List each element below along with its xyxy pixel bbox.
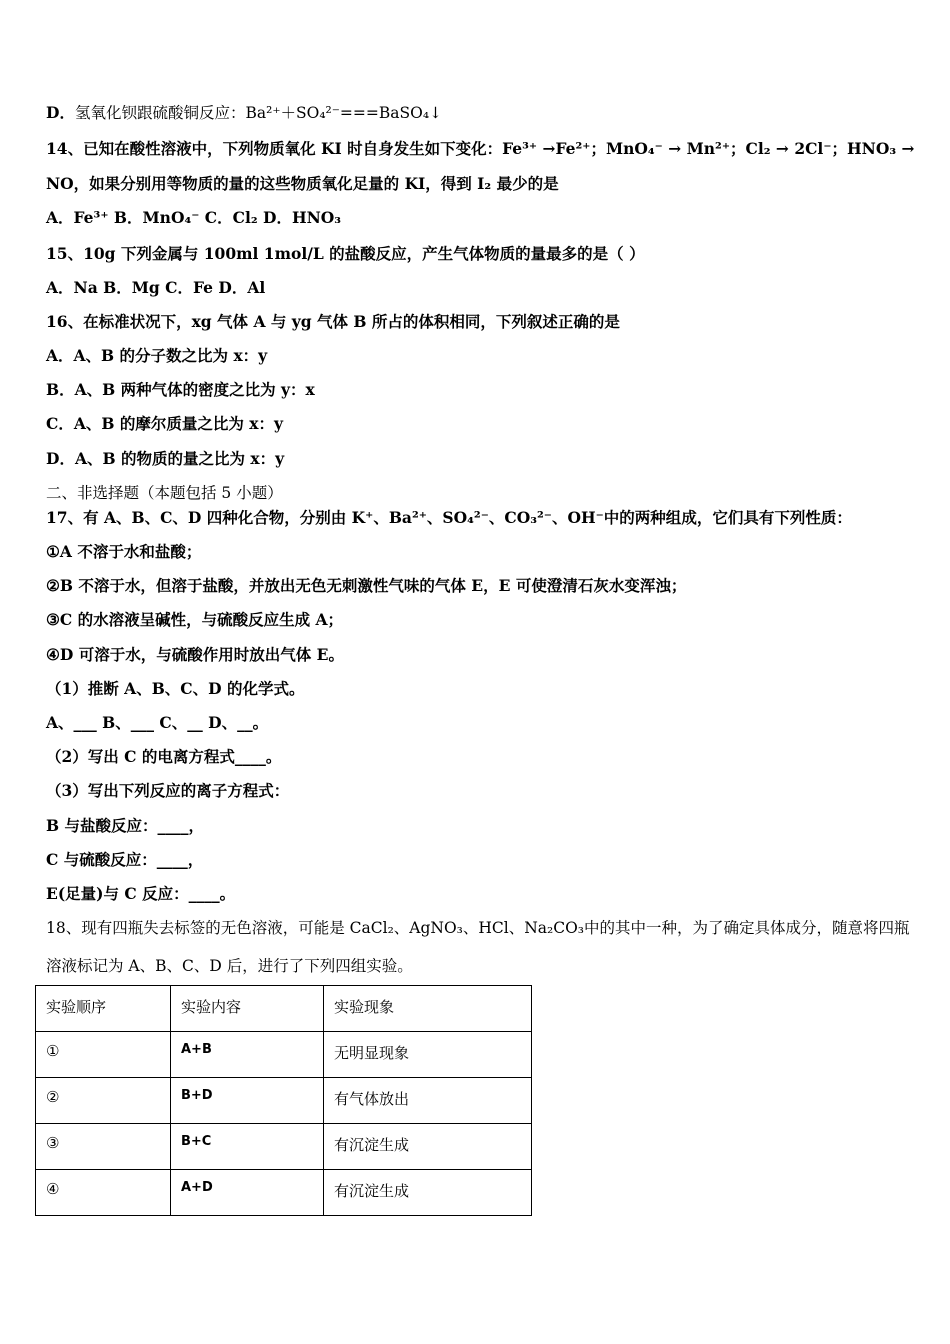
q17-reaction-2: C 与硫酸反应：____， bbox=[46, 850, 204, 869]
q17-property-3: ③C 的水溶液呈碱性，与硫酸反应生成 A； bbox=[46, 610, 344, 629]
q18-stem-line1: 18、现有四瓶失去标签的无色溶液，可能是 CaCl₂、AgNO₃、HCl、Na₂CO₃中的其中一种，为了确定具体成分，随意将四瓶 bbox=[46, 919, 910, 937]
q17-reaction-1: B 与盐酸反应：____， bbox=[46, 816, 204, 835]
q17-property-1: ①A 不溶于水和盐酸； bbox=[46, 542, 202, 561]
table-row bbox=[36, 1032, 532, 1078]
q17-property-2: ②B 不溶于水，但溶于盐酸，并放出无色无刺激性气味的气体 E，E 可使澄清石灰水变浑浊； bbox=[46, 576, 687, 595]
table-cell: ③ bbox=[36, 1124, 171, 1170]
table-header-row bbox=[36, 986, 532, 1032]
q18-stem-line2: 溶液标记为 A、B、C、D 后，进行了下列四组实验。 bbox=[46, 957, 413, 975]
table-row bbox=[36, 1124, 532, 1170]
table-cell: 有气体放出 bbox=[324, 1078, 532, 1124]
q16-option-b: B．A、B 两种气体的密度之比为 y：x bbox=[46, 380, 315, 399]
table-cell: ① bbox=[36, 1032, 171, 1078]
table-cell: B+C bbox=[171, 1124, 324, 1170]
q15-stem: 15、10g 下列金属与 100ml 1mol/L 的盐酸反应，产生气体物质的量最多的是（ ） bbox=[46, 244, 645, 263]
q16-option-d: D．A、B 的物质的量之比为 x：y bbox=[46, 449, 285, 468]
q14-stem-line2: NO，如果分别用等物质的量的这些物质氧化足量的 KI，得到 I₂ 最少的是 bbox=[46, 174, 559, 193]
q17-reaction-3: E(足量)与 C 反应：____。 bbox=[46, 884, 236, 903]
q17-sub-question-2: （2）写出 C 的电离方程式____。 bbox=[46, 747, 282, 766]
q17-sub-question-1: （1）推断 A、B、C、D 的化学式。 bbox=[46, 679, 305, 698]
section-title: 二、非选择题（本题包括 5 小题） bbox=[46, 484, 283, 502]
table-cell: A+B bbox=[171, 1032, 324, 1078]
q14-stem-line1: 14、已知在酸性溶液中，下列物质氧化 KI 时自身发生如下变化：Fe³⁺ →Fe²⁺；MnO₄⁻ → Mn²⁺；Cl₂ → 2Cl⁻；HNO₃ → bbox=[46, 139, 915, 158]
table-row bbox=[36, 1078, 532, 1124]
table-cell: ② bbox=[36, 1078, 171, 1124]
table-row bbox=[36, 1170, 532, 1216]
q17-stem: 17、有 A、B、C、D 四种化合物，分别由 K⁺、Ba²⁺、SO₄²⁻、CO₃²⁻、OH⁻中的两种组成，它们具有下列性质： bbox=[46, 508, 852, 527]
q16-stem: 16、在标准状况下，xg 气体 A 与 yg 气体 B 所占的体积相同，下列叙述正确的是 bbox=[46, 312, 620, 331]
table-cell: ④ bbox=[36, 1170, 171, 1216]
formula: Ba²⁺＋SO₄²⁻===BaSO₄↓ bbox=[245, 104, 443, 122]
q17-property-4: ④D 可溶于水，与硫酸作用时放出气体 E。 bbox=[46, 645, 344, 664]
table-header: 实验内容 bbox=[171, 986, 324, 1032]
experiment-table bbox=[35, 985, 532, 1216]
q14-options: A．Fe³⁺ B．MnO₄⁻ C．Cl₂ D．HNO₃ bbox=[46, 208, 342, 227]
option-label: D． bbox=[46, 103, 75, 122]
q16-option-a: A．A、B 的分子数之比为 x：y bbox=[46, 346, 268, 365]
q17-answer-blanks: A、___ B、___ C、__ D、__。 bbox=[46, 713, 269, 732]
q15-options: A．Na B．Mg C．Fe D．Al bbox=[46, 278, 266, 297]
q13-option-d bbox=[46, 103, 910, 123]
q16-option-c: C．A、B 的摩尔质量之比为 x：y bbox=[46, 414, 284, 433]
table-header: 实验顺序 bbox=[36, 986, 171, 1032]
table-header: 实验现象 bbox=[324, 986, 532, 1032]
table-cell: 无明显现象 bbox=[324, 1032, 532, 1078]
table-cell: B+D bbox=[171, 1078, 324, 1124]
option-text: 氢氧化钡跟硫酸铜反应： bbox=[74, 104, 246, 122]
q17-sub-question-3: （3）写出下列反应的离子方程式： bbox=[46, 781, 290, 800]
table-cell: 有沉淀生成 bbox=[324, 1170, 532, 1216]
table-cell: A+D bbox=[171, 1170, 324, 1216]
table-cell: 有沉淀生成 bbox=[324, 1124, 532, 1170]
